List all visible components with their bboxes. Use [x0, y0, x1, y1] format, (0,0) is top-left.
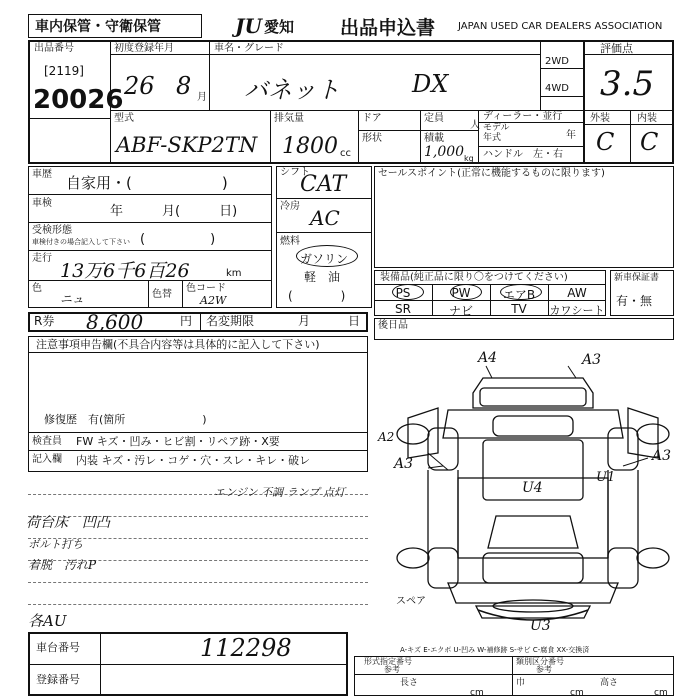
damage-mark-u3: U3 [530, 618, 551, 634]
car-name: バネット [244, 76, 340, 104]
model-spec-label: 形式指定番号 [364, 657, 412, 666]
sales-point-box [374, 166, 674, 268]
fuel-diesel: 軽 油 [304, 270, 341, 284]
option-aw: AW [567, 286, 587, 300]
left-mirror-area [408, 408, 438, 458]
lot-number: 20026 [33, 85, 124, 115]
front-bumper-outline [473, 378, 593, 408]
org-name: 愛知 [264, 18, 295, 36]
association-name: JAPAN USED CAR DEALERS ASSOCIATION [458, 21, 663, 32]
history-value: 自家用・( ) [66, 174, 228, 192]
interior-label: 内装 [637, 113, 657, 124]
left-rear-fender [428, 548, 458, 588]
storage-label-box [28, 14, 202, 38]
recycle-fee-value: 8,600 [86, 310, 144, 334]
ac-label: 冷房 [280, 201, 300, 212]
color-code: A2W [200, 294, 227, 307]
recycle-fee-row [28, 312, 368, 332]
load-capacity: 1,000 [424, 144, 465, 160]
year-unit: 年 [566, 130, 576, 141]
sales-point-label: セールスポイント(正常に機能するものに限ります) [378, 168, 605, 179]
height-unit: cm [654, 688, 668, 698]
option-pw-circle [450, 284, 482, 300]
evaluation-score: 3.5 [600, 64, 655, 104]
displacement: 1800 [282, 134, 338, 159]
option-airbag: エアB [502, 288, 536, 302]
exterior-grade: C [596, 128, 615, 156]
recycle-fee-label: R券 [34, 314, 55, 328]
later-items-box [374, 318, 674, 340]
inspection-value: 年 月( 日) [110, 204, 238, 219]
option-sr: SR [395, 302, 411, 316]
model-code-label: 型式 [114, 113, 134, 124]
history-label: 車歴 [32, 169, 52, 180]
width-label: 巾 [516, 678, 526, 688]
inspector-label: 検査員 [32, 436, 62, 447]
damage-mark-a3-top: A3 [582, 352, 602, 368]
chassis-number-label: 車台番号 [36, 641, 80, 654]
width-unit: cm [570, 688, 584, 698]
entry-label: 記入欄 [32, 454, 62, 465]
hood-front-panel [480, 388, 586, 406]
fuel-gasoline-circle [296, 245, 358, 267]
recycle-type-paren: ( ) [140, 232, 216, 247]
capacity-label: 定員 [424, 113, 444, 124]
dealer-label: ディーラー・並行 [483, 111, 563, 122]
notes-box [28, 336, 368, 472]
lot-number-label: 出品番号 [34, 43, 74, 54]
right-front-wheel [637, 424, 669, 444]
displacement-label: 排気量 [274, 113, 304, 124]
ac-value: AC [310, 206, 340, 230]
color-code-label: 色コード [186, 283, 226, 294]
option-airbag-circle [500, 284, 542, 300]
right-rear-wheel [637, 548, 669, 568]
yen-unit: 円 [180, 314, 193, 328]
score-label: 評価点 [600, 42, 633, 55]
name-change-label: 名変期限 [206, 314, 255, 328]
a3-top-pointer [568, 366, 576, 378]
fuel-other: ( ) [288, 289, 346, 303]
drive-2wd: 2WD [545, 56, 569, 67]
left-front-fender [428, 428, 458, 470]
interior-check-row: 内装 キズ・汚レ・コゲ・穴・スレ・キレ・破レ [76, 454, 311, 467]
category-label: 類別区分番号 [516, 657, 564, 666]
damage-mark-u4: U4 [522, 480, 543, 496]
damage-mark-a4: A4 [478, 350, 498, 366]
mileage-label: 走行 [32, 253, 52, 264]
height-label: 高さ [600, 678, 619, 688]
option-pw: PW [451, 286, 471, 300]
person-unit: 人 [470, 120, 480, 131]
left-front-wheel [397, 424, 429, 444]
name-change-month: 月 [298, 314, 311, 328]
windshield-top [493, 416, 573, 436]
interior-grade: C [640, 128, 659, 156]
handwritten-note-engine: エンジン 不調 ランプ 点灯 [214, 486, 345, 499]
storage-label: 車内保管・守衛保管 [35, 19, 161, 35]
recycle-type-sub: 車検付きの場合記入して下さい [32, 238, 130, 246]
kg-unit: kg [464, 154, 474, 163]
inspection-label: 車検 [32, 198, 52, 209]
warranty-value: 有・無 [616, 294, 653, 308]
car-grade: DX [412, 70, 449, 98]
fuel-label: 燃料 [280, 236, 300, 247]
spare-label: スペア [396, 596, 426, 607]
model-code: ABF-SKP2TN [116, 133, 258, 157]
registration-year: 26 [124, 72, 155, 100]
damage-mark-a2: A2 [378, 430, 395, 444]
handle-label: ハンドル 左・右 [483, 149, 563, 160]
options-label: 装備品(純正品に限り〇をつけてください) [380, 272, 568, 283]
recycle-type-label: 受検形態 [32, 225, 72, 236]
option-ps: PS [395, 286, 411, 300]
form-label: 形状 [362, 133, 382, 144]
category-sub: 参考 [536, 665, 552, 674]
color-change-label: 色替 [152, 289, 172, 300]
name-change-day: 日 [348, 314, 361, 328]
shift-value: CAT [300, 172, 347, 197]
load-label: 積載 [424, 133, 444, 144]
car-name-label: 車名・グレード [214, 43, 284, 54]
km-unit: km [226, 268, 242, 279]
model-year-label-2: 年式 [483, 133, 502, 143]
cc-unit: cc [340, 148, 351, 159]
option-ps-circle [392, 284, 424, 300]
drive-4wd: 4WD [545, 83, 569, 94]
right-front-fender [608, 428, 638, 470]
handwritten-note-bed: 荷台床 凹凸 [26, 515, 110, 531]
registration-number-label: 登録番号 [36, 673, 80, 686]
damage-mark-a3-left: A3 [394, 456, 414, 472]
left-rear-wheel [397, 548, 429, 568]
damage-mark-a3-right: A3 [652, 448, 672, 464]
shift-label: シフト [280, 167, 310, 178]
damage-mark-u1: U1 [596, 470, 616, 485]
repair-history-label: 修復歴 有(箇所 ) [44, 413, 207, 426]
later-items-label: 後日品 [378, 320, 408, 331]
notes-title: 注意事項申告欄(不具合内容等は具体的に記入して下さい) [36, 338, 320, 351]
door-label: ドア [362, 113, 382, 124]
first-registration-label: 初度登録年月 [114, 43, 174, 54]
rear-window [488, 516, 578, 548]
warranty-label: 新車保証書 [614, 273, 660, 283]
chassis-number: 112298 [200, 634, 292, 662]
ju-logo: JU [235, 14, 262, 38]
length-unit: cm [470, 688, 484, 698]
handwritten-note-dirt: 着脱 汚れP [28, 558, 97, 572]
option-leather-seat: カワシート [549, 304, 605, 317]
length-label: 長さ [400, 678, 419, 688]
doc-title: 出品申込書 [340, 17, 436, 39]
hood-outline [443, 410, 623, 438]
handwritten-note-bolt: ボルト打ち [28, 538, 83, 551]
option-tv: TV [511, 302, 527, 316]
exterior-check-row: FW キズ・凹み・ヒビ割・リペア跡・X要 [76, 435, 280, 448]
month-unit: 月 [197, 92, 207, 103]
damage-legend: A-キズ E-エクボ U-凹み W-補修跡 S-サビ C-腐食 XX-交換済 [400, 646, 590, 654]
lot-small-number: [2119] [44, 64, 84, 78]
registration-month: 8 [176, 72, 192, 100]
color-value: ニュ [60, 292, 85, 306]
mileage-value: 13万6千6百26 [60, 260, 190, 282]
exterior-label: 外装 [590, 113, 610, 124]
model-spec-sub: 参考 [384, 665, 400, 674]
a4-pointer [486, 366, 492, 378]
option-navi: ナビ [448, 304, 473, 318]
model-year-label: モデル [483, 123, 510, 133]
handwritten-note-au: 各AU [28, 612, 67, 630]
a3-right-pointer [623, 458, 648, 466]
fuel-gasoline: ガソリン [300, 252, 349, 266]
right-rear-fender [608, 548, 638, 588]
color-label: 色 [32, 283, 42, 294]
